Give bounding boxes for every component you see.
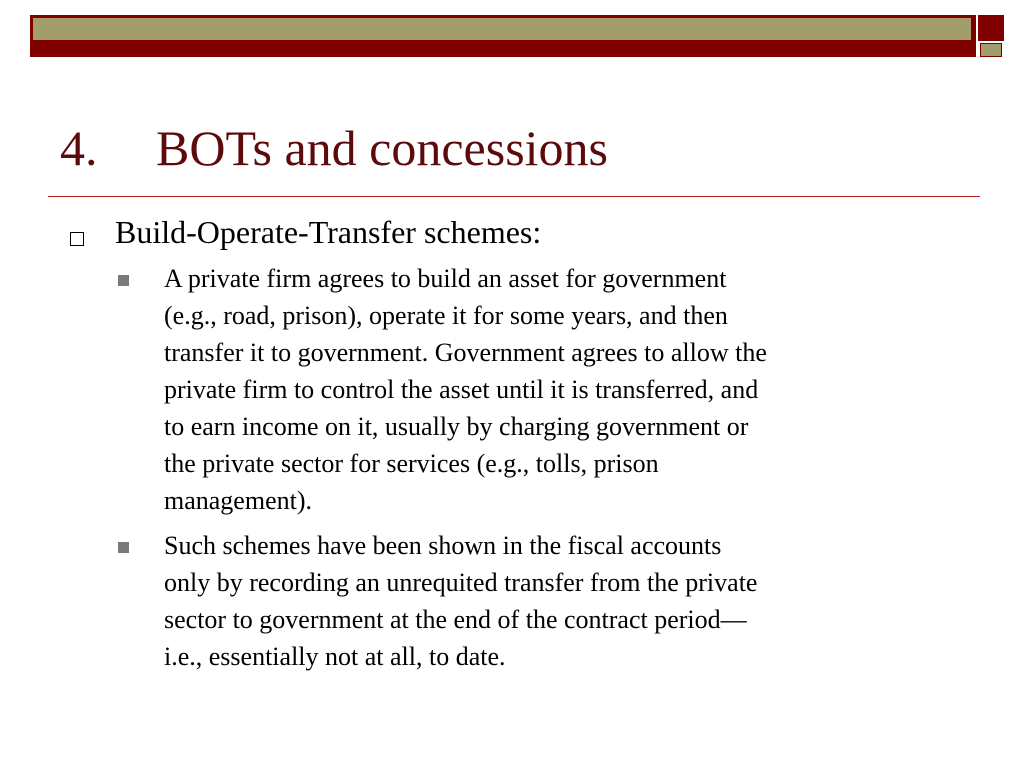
text-line: private firm to control the asset until it is transferred, and — [164, 375, 759, 404]
filled-square-bullet-icon — [118, 542, 129, 553]
text-line: only by recording an unrequited transfer from the private — [164, 568, 758, 597]
header-decoration-inner — [33, 18, 971, 40]
text-line: A private firm agrees to build an asset for government — [164, 264, 727, 293]
text-line: to earn income on it, usually by charging government or — [164, 412, 749, 441]
sub-bullet-list — [118, 260, 968, 683]
corner-decoration-small — [980, 43, 1002, 57]
text-line: management). — [164, 486, 312, 515]
sub-bullet-text — [164, 527, 964, 675]
filled-square-bullet-icon — [118, 275, 129, 286]
title-divider — [48, 196, 980, 197]
header-decoration-bar — [30, 15, 976, 57]
sub-bullet-item — [118, 260, 968, 519]
text-line: the private sector for services (e.g., tolls, prison — [164, 449, 659, 478]
text-line: Such schemes have been shown in the fiscal accounts — [164, 531, 722, 560]
slide-title — [60, 108, 608, 188]
bullet-level1-text: Build-Operate-Transfer schemes: — [115, 214, 542, 250]
text-line: (e.g., road, prison), operate it for some years, and then — [164, 301, 728, 330]
corner-decoration-block — [978, 15, 1004, 41]
text-line: i.e., essentially not at all, to date. — [164, 642, 506, 671]
sub-bullet-item — [118, 527, 968, 675]
bullet-level1 — [70, 210, 970, 254]
sub-bullet-text — [164, 260, 964, 519]
slide-title-number: 4. — [60, 120, 98, 176]
slide-title-text: BOTs and concessions — [156, 120, 609, 176]
text-line: sector to government at the end of the contract period— — [164, 605, 747, 634]
hollow-square-bullet-icon — [70, 232, 84, 246]
text-line: transfer it to government. Government agrees to allow the — [164, 338, 767, 367]
